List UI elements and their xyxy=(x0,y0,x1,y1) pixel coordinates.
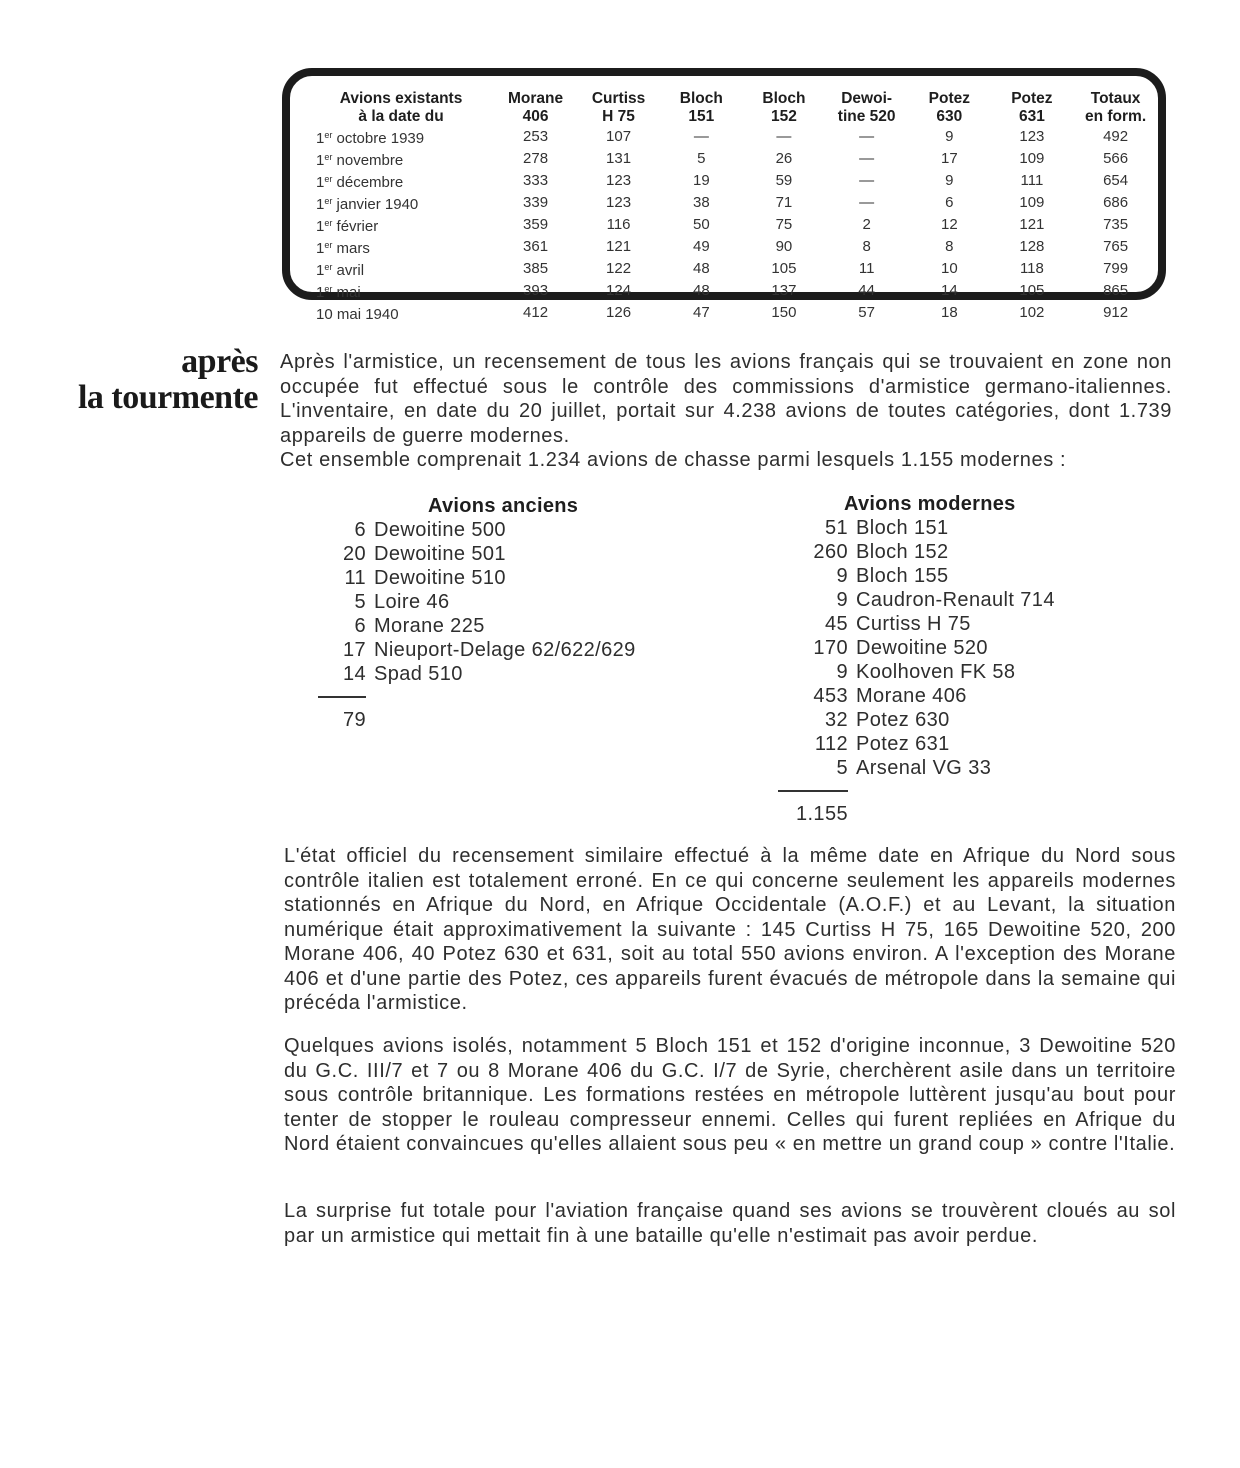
item-name: Dewoitine 510 xyxy=(374,567,506,589)
header-curtiss-h75: Curtiss H 75 xyxy=(591,90,646,125)
table-cell: 26 xyxy=(775,150,793,167)
item-name: Arsenal VG 33 xyxy=(856,757,992,779)
table-cell: 111 xyxy=(1020,172,1044,189)
table-cell: 8 xyxy=(862,238,871,255)
table-body xyxy=(308,126,1158,324)
table-cell: 123 xyxy=(1019,128,1045,145)
table-cell: 48 xyxy=(692,260,710,277)
table-cell: 59 xyxy=(775,172,793,189)
item-quantity: 9 xyxy=(836,565,848,587)
table-header-row xyxy=(308,90,1158,126)
table-cell: 109 xyxy=(1019,150,1045,167)
header-date: Avions existants à la date du xyxy=(339,90,463,125)
table-cell: 333 xyxy=(523,172,549,189)
row-date: 1er mai xyxy=(316,284,361,301)
modern-aircraft-total: 1.155 xyxy=(795,803,848,825)
old-aircraft-title: Avions anciens xyxy=(428,495,579,517)
item-name: Spad 510 xyxy=(374,663,463,685)
table-cell: 393 xyxy=(523,282,549,299)
item-quantity: 20 xyxy=(342,543,366,565)
item-name: Morane 225 xyxy=(374,615,485,637)
row-date: 1er novembre xyxy=(316,152,404,169)
table-cell: 2 xyxy=(862,216,871,233)
list-item xyxy=(756,708,1055,732)
table-cell: 124 xyxy=(606,282,632,299)
table-cell: 123 xyxy=(606,172,632,189)
item-quantity: 260 xyxy=(813,541,848,563)
item-name: Caudron-Renault 714 xyxy=(856,589,1055,611)
item-quantity: 9 xyxy=(836,589,848,611)
table-cell: 137 xyxy=(771,282,797,299)
header-morane-406: Morane 406 xyxy=(508,90,564,125)
table-cell: 566 xyxy=(1103,150,1129,167)
table-cell: 71 xyxy=(775,194,793,211)
old-aircraft-list xyxy=(278,494,636,732)
table-cell: — xyxy=(859,194,875,211)
table-cell: 121 xyxy=(1019,216,1045,233)
row-date: 1er janvier 1940 xyxy=(316,196,419,213)
list-item xyxy=(756,684,1055,708)
old-aircraft-items xyxy=(278,518,636,686)
table-cell: 799 xyxy=(1103,260,1129,277)
table-cell: 18 xyxy=(941,304,958,321)
item-name: Nieuport-Delage 62/622/629 xyxy=(374,639,636,661)
table-cell: 49 xyxy=(692,238,710,255)
row-date: 1er février xyxy=(316,218,379,235)
table-cell: 128 xyxy=(1019,238,1045,255)
header-bloch-151: Bloch 151 xyxy=(679,90,723,125)
table-cell: 10 xyxy=(941,260,958,277)
list-item xyxy=(756,636,1055,660)
list-item xyxy=(278,566,636,590)
table-cell: 47 xyxy=(692,304,710,321)
table-cell: 14 xyxy=(941,282,958,299)
list-item xyxy=(278,590,636,614)
body-paragraph-1: L'état officiel du recensement similaire effectué à la même date en Afrique du Nord sous contrôle italien est totalement erroné. En ce qui concerne seulement les appareils modernes stationnés en Afrique du Nord, en Afrique Occidentale (A.O.F.) et au Levant, la situation numérique était approximativement la suivante : 145 Curtiss H 75, 165 Dewoitine 520, 200 Morane 406, 40 Potez 630 et 631, soit au total 550 avions environ. A l'exception des Morane 406 et d'une partie des Potez, ces appareils furent évacués de métropole dans la semaine qui précéda l'armistice. xyxy=(284,845,1176,1014)
table-cell: 9 xyxy=(945,128,954,145)
table-cell: 105 xyxy=(771,260,797,277)
aircraft-stats-box xyxy=(282,68,1166,323)
table-row xyxy=(308,236,1158,258)
table-cell: 735 xyxy=(1103,216,1129,233)
table-cell: 361 xyxy=(523,238,549,255)
item-quantity: 6 xyxy=(354,519,366,541)
table-cell: 5 xyxy=(697,150,706,167)
list-item xyxy=(756,516,1055,540)
table-cell: 126 xyxy=(606,304,632,321)
item-name: Potez 630 xyxy=(856,709,950,731)
row-date: 10 mai 1940 xyxy=(316,306,399,323)
table-cell: 253 xyxy=(523,128,549,145)
table-cell: 912 xyxy=(1103,304,1129,321)
table-cell: 278 xyxy=(523,150,549,167)
list-item xyxy=(756,660,1055,684)
table-cell: 105 xyxy=(1019,282,1045,299)
list-item xyxy=(756,540,1055,564)
table-cell: 865 xyxy=(1103,282,1129,299)
intro-paragraph-2: Cet ensemble comprenait 1.234 avions de chasse parmi lesquels 1.155 modernes : xyxy=(280,449,1067,471)
table-cell: 412 xyxy=(523,304,549,321)
table-row xyxy=(308,258,1158,280)
header-dewoitine-520: Dewoi- tine 520 xyxy=(837,90,896,125)
table-cell: 17 xyxy=(941,150,958,167)
table-cell: 686 xyxy=(1103,194,1129,211)
table-row xyxy=(308,214,1158,236)
item-name: Dewoitine 501 xyxy=(374,543,506,565)
table-cell: 48 xyxy=(692,282,710,299)
table-cell: 90 xyxy=(775,238,793,255)
table-cell: 11 xyxy=(858,260,875,277)
item-name: Dewoitine 500 xyxy=(374,519,506,541)
table-row xyxy=(308,302,1158,324)
item-quantity: 51 xyxy=(824,517,848,539)
table-cell: 9 xyxy=(945,172,954,189)
table-row xyxy=(308,170,1158,192)
item-quantity: 170 xyxy=(813,637,848,659)
item-name: Koolhoven FK 58 xyxy=(856,661,1016,683)
table-cell: 118 xyxy=(1019,260,1044,277)
list-item xyxy=(756,756,1055,780)
item-name: Potez 631 xyxy=(856,733,950,755)
aircraft-stats-table xyxy=(308,90,1158,324)
list-item xyxy=(756,588,1055,612)
item-name: Bloch 155 xyxy=(856,565,949,587)
list-item xyxy=(278,518,636,542)
row-date: 1er octobre 1939 xyxy=(316,130,425,147)
body-paragraph-3: La surprise fut totale pour l'aviation française quand ses avions se trouvèrent cloués au sol par un armistice qui mettait fin à une bataille qu'elle n'estimait pas avoir perdue. xyxy=(284,1200,1176,1247)
table-cell: 359 xyxy=(523,216,549,233)
list-item xyxy=(756,732,1055,756)
item-quantity: 6 xyxy=(354,615,366,637)
table-cell: 150 xyxy=(771,304,797,321)
list-item xyxy=(756,612,1055,636)
table-cell: 8 xyxy=(945,238,954,255)
header-potez-630: Potez 630 xyxy=(928,90,971,125)
table-cell: 107 xyxy=(606,128,632,145)
table-cell: 131 xyxy=(606,150,632,167)
table-cell: 50 xyxy=(692,216,710,233)
item-name: Morane 406 xyxy=(856,685,967,707)
item-quantity: 5 xyxy=(836,757,848,779)
header-potez-631: Potez 631 xyxy=(1011,90,1053,125)
item-quantity: 11 xyxy=(344,567,366,589)
intro-paragraph-1: Après l'armistice, un recensement de tous les avions français qui se trouvaient en zone non occupée fut effectué sous le contrôle des commissions d'armistice germano-italiennes. L'inventaire, en date du 20 juillet, portait sur 4.238 avions de toutes catégories, dont 1.739 appareils de guerre modernes. xyxy=(280,351,1172,447)
old-aircraft-total: 79 xyxy=(342,709,366,731)
row-date: 1er décembre xyxy=(316,174,404,191)
item-name: Bloch 152 xyxy=(856,541,949,563)
header-bloch-152: Bloch 152 xyxy=(762,90,806,125)
table-cell: 57 xyxy=(858,304,875,321)
item-quantity: 112 xyxy=(814,733,848,755)
table-cell: 6 xyxy=(945,194,954,211)
table-cell: 102 xyxy=(1019,304,1045,321)
modern-aircraft-list xyxy=(756,492,1055,826)
row-date: 1er avril xyxy=(316,262,365,279)
list-item xyxy=(278,662,636,686)
table-cell: 385 xyxy=(523,260,549,277)
table-cell: 339 xyxy=(523,194,549,211)
table-cell: — xyxy=(776,128,792,145)
section-heading xyxy=(40,344,258,416)
item-quantity: 45 xyxy=(824,613,848,635)
table-cell: 116 xyxy=(606,216,631,233)
table-cell: 38 xyxy=(692,194,710,211)
list-item xyxy=(278,542,636,566)
table-cell: 109 xyxy=(1019,194,1045,211)
header-totals: Totaux en form. xyxy=(1085,90,1147,125)
list-item xyxy=(278,638,636,662)
table-cell: 654 xyxy=(1103,172,1129,189)
item-quantity: 17 xyxy=(342,639,366,661)
old-total-rule xyxy=(318,696,366,698)
heading-line-2: la tourmente xyxy=(77,379,258,416)
item-quantity: 453 xyxy=(813,685,848,707)
table-cell: 122 xyxy=(606,260,632,277)
table-cell: 492 xyxy=(1103,128,1129,145)
item-quantity: 14 xyxy=(342,663,366,685)
table-cell: — xyxy=(859,172,875,189)
table-cell: 123 xyxy=(606,194,632,211)
item-name: Dewoitine 520 xyxy=(856,637,988,659)
table-cell: — xyxy=(693,128,709,145)
item-quantity: 32 xyxy=(824,709,848,731)
table-cell: 75 xyxy=(775,216,793,233)
list-item xyxy=(278,614,636,638)
table-cell: 765 xyxy=(1103,238,1129,255)
modern-aircraft-items xyxy=(756,516,1055,780)
table-row xyxy=(308,192,1158,214)
table-row xyxy=(308,126,1158,148)
table-cell: 19 xyxy=(692,172,710,189)
table-row xyxy=(308,148,1158,170)
item-name: Curtiss H 75 xyxy=(856,613,971,635)
table-cell: 121 xyxy=(606,238,632,255)
item-quantity: 9 xyxy=(836,661,848,683)
heading-line-1: après xyxy=(181,343,258,380)
item-name: Loire 46 xyxy=(374,591,450,613)
table-cell: 44 xyxy=(858,282,875,299)
list-item xyxy=(756,564,1055,588)
body-paragraph-2: Quelques avions isolés, notamment 5 Bloch 151 et 152 d'origine inconnue, 3 Dewoitine 520 du G.C. III/7 et 7 ou 8 Morane 406 du G.C. I/7 de Syrie, cherchèrent asile dans un territoire sous contrôle britannique. Les formations restées en métropole luttèrent jusqu'au bout pour tenter de stopper le rouleau compresseur ennemi. Celles qui furent repliées en Afrique du Nord étaient convaincues qu'elles allaient sous peu « en mettre un grand coup » contre l'Italie. xyxy=(284,1035,1176,1155)
row-date: 1er mars xyxy=(316,240,370,257)
item-name: Bloch 151 xyxy=(856,517,949,539)
table-row xyxy=(308,280,1158,302)
modern-aircraft-title: Avions modernes xyxy=(844,493,1016,515)
modern-total-rule xyxy=(778,790,848,792)
table-cell: — xyxy=(859,128,875,145)
table-cell: 12 xyxy=(941,216,958,233)
table-cell: — xyxy=(859,150,875,167)
item-quantity: 5 xyxy=(354,591,366,613)
